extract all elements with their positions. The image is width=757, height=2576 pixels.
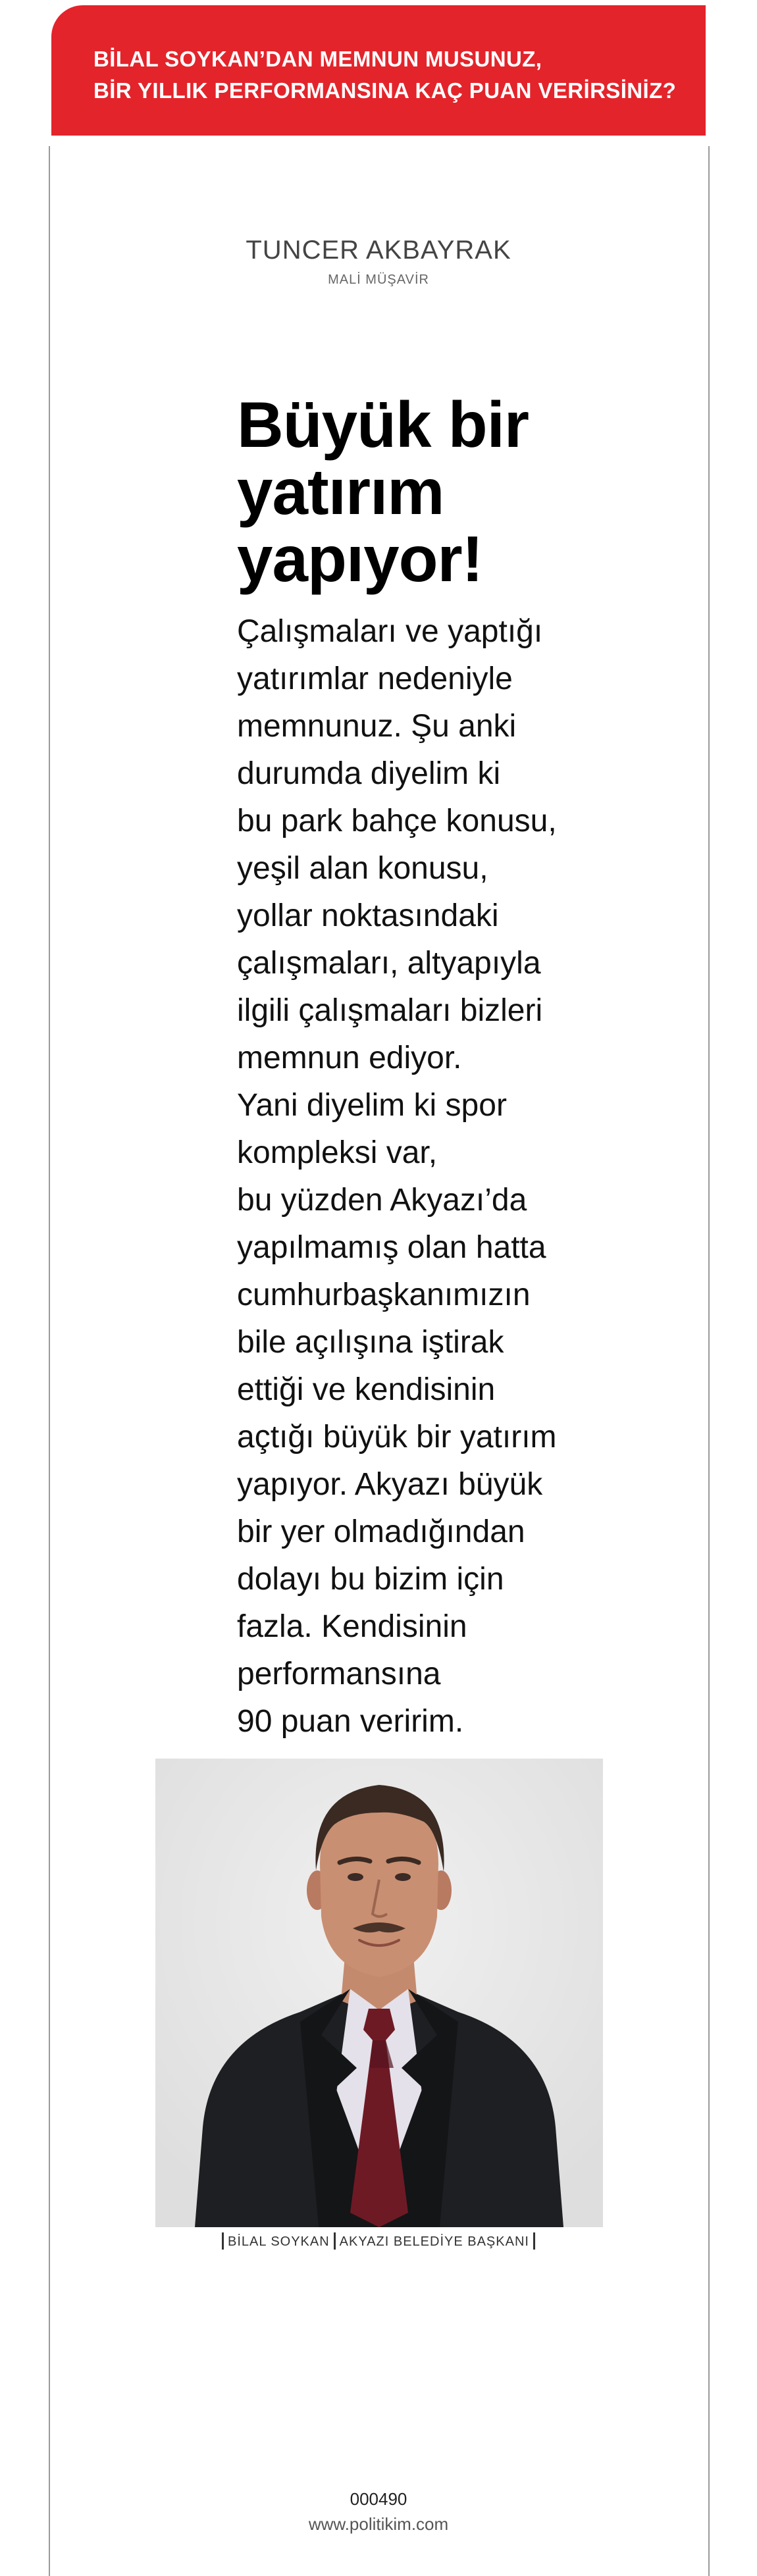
- body-line: açtığı büyük bir yatırım: [237, 1420, 557, 1455]
- body-line: memnun ediyor.: [237, 1041, 462, 1075]
- body-line: yeşil alan konusu,: [237, 851, 488, 886]
- body-line: bir yer olmadığından: [237, 1514, 525, 1549]
- body-line: bu park bahçe konusu,: [237, 804, 557, 838]
- article-body: [237, 608, 557, 1745]
- body-line: performansına: [237, 1657, 441, 1691]
- body-line: Çalışmaları ve yaptığı: [237, 614, 543, 649]
- caption-name: BİLAL SOYKAN: [228, 2234, 330, 2249]
- body-line: yapılmamış olan hatta: [237, 1230, 546, 1265]
- footer-code: 000490: [350, 2489, 407, 2509]
- header-banner: [51, 5, 706, 136]
- body-line: Yani diyelim ki spor: [237, 1088, 507, 1123]
- body-line: yapıyor. Akyazı büyük: [237, 1467, 543, 1502]
- caption-divider: [533, 2232, 535, 2250]
- headline: [237, 388, 540, 595]
- caption-divider: [334, 2232, 336, 2250]
- body-line: 90 puan veririm.: [237, 1704, 464, 1739]
- headline-line: yatırım: [237, 455, 444, 528]
- headline-line: Büyük bir: [237, 388, 529, 461]
- photo-caption: [0, 2232, 757, 2250]
- body-line: dolayı bu bizim için: [237, 1562, 504, 1597]
- body-line: ettiği ve kendisinin: [237, 1372, 496, 1407]
- body-line: çalışmaları, altyapıyla: [237, 946, 541, 981]
- author-title: MALİ MÜŞAVİR: [328, 272, 429, 287]
- body-line: bile açılışına iştirak: [237, 1325, 504, 1360]
- portrait-illustration: [155, 1759, 603, 2227]
- body-line: memnunuz. Şu anki: [237, 709, 517, 744]
- body-line: yatırımlar nedeniyle: [237, 661, 513, 696]
- banner-line-2: BİR YILLIK PERFORMANSINA KAÇ PUAN VERİRSİNİZ?: [93, 78, 677, 103]
- body-line: bu yüzden Akyazı’da: [237, 1183, 527, 1218]
- body-line: fazla. Kendisinin: [237, 1609, 467, 1644]
- footer-website-link[interactable]: www.politikim.com: [308, 2514, 449, 2534]
- caption-divider: [222, 2232, 224, 2250]
- body-line: kompleksi var,: [237, 1135, 438, 1170]
- body-line: durumda diyelim ki: [237, 756, 501, 791]
- body-line: ilgili çalışmaları bizleri: [237, 993, 543, 1028]
- caption-role: AKYAZI BELEDİYE BAŞKANI: [339, 2234, 529, 2249]
- banner-line-1: BİLAL SOYKAN’DAN MEMNUN MUSUNUZ,: [93, 47, 542, 71]
- body-line: yollar noktasındaki: [237, 898, 499, 933]
- portrait-photo: [155, 1759, 603, 2227]
- headline-line: yapıyor!: [237, 523, 483, 595]
- author-name: TUNCER AKBAYRAK: [246, 236, 511, 265]
- body-line: cumhurbaşkanımızın: [237, 1277, 531, 1312]
